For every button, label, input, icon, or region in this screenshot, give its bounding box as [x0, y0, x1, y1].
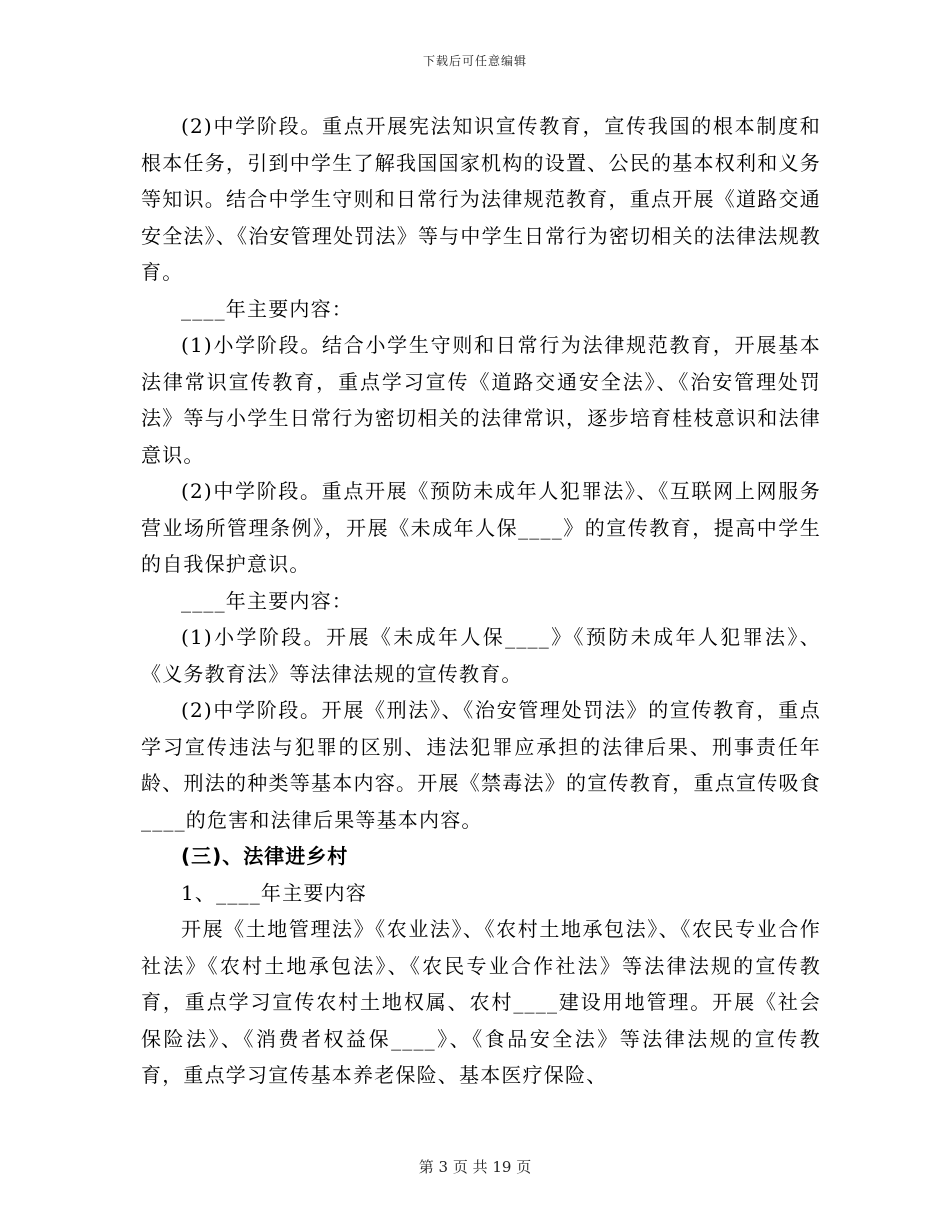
paragraph-middle-school-2: (2)中学阶段。开展《刑法》、《治安管理处罚法》的宣传教育，重点学习宣传违法与犯罪的区别、违法犯罪应承担的法律后果、刑事责任年龄、刑法的种类等基本内容。开展《禁毒法》的宣传教育，重点宣传吸食____的危害和法律后果等基本内容。	[141, 698, 821, 832]
page-header: 下载后可任意编辑	[422, 54, 527, 68]
paragraph-year-main-content-3: 1、____年主要内容	[181, 880, 367, 905]
paragraph-rural-law-education: 开展《土地管理法》《农业法》、《农村土地承包法》、《农民专业合作社法》《农村土地承包法》、《农民专业合作社法》等法律法规的宣传教育，重点学习宣传农村土地权属、农村____建设用地管理。开展《社会保险法》、《消费者权益保____》、《食品安全法》等法律法规的宣传教育，重点学习宣传基本养老保险、基本医疗保险、	[141, 917, 821, 1087]
paragraph-year-main-content-2: ____年主要内容：	[181, 588, 353, 613]
paragraph-year-main-content-1: ____年主要内容：	[181, 296, 353, 321]
page-footer: 第 3 页 共 19 页	[418, 1158, 532, 1176]
paragraph-middle-school-constitution: (2)中学阶段。重点开展宪法知识宣传教育，宣传我国的根本制度和根本任务，引到中学生了解我国国家机构的设置、公民的基本权利和义务等知识。结合中学生守则和日常行为法律规范教育，重点开展《道路交通安全法》、《治安管理处罚法》等与中学生日常行为密切相关的法律法规教育。	[141, 114, 821, 284]
document-body	[141, 108, 821, 1094]
paragraph-middle-school-1: (2)中学阶段。重点开展《预防未成年人犯罪法》、《互联网上网服务营业场所管理条例》，开展《未成年人保____》的宣传教育，提高中学生的自我保护意识。	[141, 479, 821, 576]
section-heading-law-to-villages: (三)、法律进乡村	[181, 844, 349, 868]
paragraph-primary-school-1: (1)小学阶段。结合小学生守则和日常行为法律规范教育，开展基本法律常识宣传教育，重点学习宣传《道路交通安全法》、《治安管理处罚法》等与小学生日常行为密切相关的法律常识，逐步培育桂枝意识和法律意识。	[141, 333, 821, 467]
paragraph-primary-school-2: (1)小学阶段。开展《未成年人保____》《预防未成年人犯罪法》、《义务教育法》等法律法规的宣传教育。	[141, 625, 821, 686]
